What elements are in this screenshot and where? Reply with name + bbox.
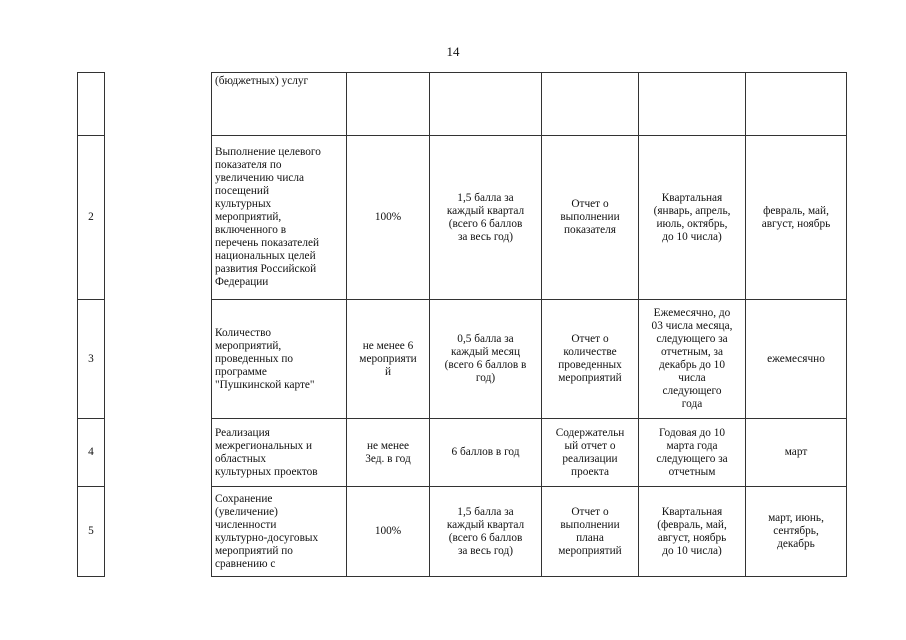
frequency-line: до 10 числа): [662, 544, 722, 557]
indicator-line: культурных: [215, 198, 272, 210]
score-cell: [430, 136, 542, 300]
indicator-cell: [212, 136, 347, 300]
target-line: не менее 6: [362, 339, 414, 352]
indicator-line: показателя по: [215, 159, 282, 171]
score-cell: [430, 419, 542, 487]
indicator-line: Количество: [215, 326, 271, 339]
report-line: проекта: [571, 465, 609, 478]
row-number-cell: 2: [78, 136, 105, 300]
report-cell: [542, 73, 639, 136]
frequency-line: 03 числа месяца,: [651, 320, 733, 332]
frequency-line: (февраль, май,: [657, 518, 727, 531]
frequency-line: август, ноябрь: [657, 531, 727, 544]
report-line: мероприятий: [558, 544, 622, 557]
frequency-cell: [639, 300, 746, 419]
indicator-line: Выполнение целевого: [215, 146, 321, 158]
report-line: количестве: [563, 346, 617, 358]
frequency-line: Квартальная: [661, 191, 723, 204]
months-cell: [746, 487, 847, 577]
frequency-line: до 10 числа): [662, 230, 722, 243]
page-number: 14: [446, 44, 460, 59]
score-line: (всего 6 баллов в: [444, 359, 527, 371]
frequency-line: Ежемесячно, до: [653, 307, 731, 319]
score-cell: [430, 487, 542, 577]
score-cell: [430, 73, 542, 136]
indicator-cell: [212, 73, 347, 136]
target-line: не менее: [366, 439, 410, 452]
target-cell: [347, 419, 430, 487]
frequency-line: декабрь до 10: [659, 359, 725, 371]
indicator-line: национальных целей: [215, 250, 316, 262]
report-line: выполнении: [560, 211, 620, 223]
frequency-line: Годовая до 10: [659, 426, 725, 439]
target-line: 100%: [374, 525, 402, 537]
indicator-line: численности: [215, 518, 277, 531]
score-line: год): [475, 372, 496, 384]
report-line: Содержательн: [555, 426, 625, 439]
indicator-line: культурно-досуговых: [215, 531, 319, 544]
indicator-line: областных: [215, 452, 267, 465]
score-line: 0,5 балла за: [457, 333, 514, 345]
frequency-line: числа: [678, 372, 706, 384]
target-cell: [347, 136, 430, 300]
target-line: мероприяти: [359, 352, 417, 365]
target-line: 3ед. в год: [365, 452, 411, 465]
indicator-line: мероприятий по: [215, 544, 293, 557]
indicator-line: посещений: [215, 185, 269, 197]
indicator-line: включенного в: [215, 224, 287, 236]
report-cell: [542, 419, 639, 487]
row-number-cell: 5: [78, 487, 105, 577]
score-line: (всего 6 баллов: [448, 531, 523, 544]
frequency-cell: [639, 136, 746, 300]
report-line: Отчет о: [571, 333, 609, 345]
frequency-line: следующего за: [656, 333, 728, 345]
score-line: каждый квартал: [446, 204, 525, 217]
indicator-line: культурных проектов: [215, 465, 318, 478]
indicator-line: (увеличение): [215, 505, 278, 518]
months-line: декабрь: [777, 538, 815, 550]
indicator-line: мероприятий,: [215, 211, 282, 223]
report-line: плана: [576, 531, 604, 544]
months-line: март: [784, 446, 808, 458]
indicator-line: программе: [215, 365, 267, 378]
target-cell: [347, 487, 430, 577]
frequency-cell: [639, 419, 746, 487]
frequency-cell: [639, 487, 746, 577]
criteria-table: [77, 72, 847, 577]
report-cell: [542, 487, 639, 577]
target-line: й: [384, 365, 392, 378]
target-cell: [347, 300, 430, 419]
indicator-line: увеличению числа: [215, 172, 305, 184]
target-line: 100%: [374, 211, 402, 223]
report-line: проведенных: [558, 359, 622, 371]
indicator-line: развития Российской: [215, 263, 317, 275]
months-cell: [746, 300, 847, 419]
score-line: 1,5 балла за: [457, 505, 514, 518]
score-line: за весь год): [457, 230, 514, 243]
indicator-line: Сохранение: [215, 492, 273, 505]
frequency-line: (январь, апрель,: [653, 204, 731, 217]
report-cell: [542, 136, 639, 300]
indicator-line: проведенных по: [215, 352, 294, 365]
months-line: сентябрь,: [773, 525, 819, 537]
frequency-line: года: [681, 398, 703, 410]
indicator-cell: [212, 300, 347, 419]
row-number-cell: [78, 73, 105, 136]
frequency-line: отчетным: [668, 465, 716, 478]
months-line: март, июнь,: [768, 512, 824, 524]
months-line: февраль, май,: [763, 204, 829, 217]
report-line: Отчет о: [571, 198, 609, 210]
months-cell: [746, 419, 847, 487]
score-cell: [430, 300, 542, 419]
indicator-line: "Пушкинской карте": [215, 378, 315, 391]
report-line: показателя: [564, 224, 616, 236]
frequency-line: июль, октябрь,: [656, 217, 728, 230]
row-number-cell: 3: [78, 300, 105, 419]
months-line: август, ноябрь: [761, 217, 831, 230]
indicator-cell: [212, 487, 347, 577]
indicator-line: Федерации: [215, 276, 269, 288]
score-line: 6 баллов в год: [451, 446, 520, 458]
frequency-line: отчетным, за: [661, 346, 723, 358]
months-cell: [746, 136, 847, 300]
blank-merged-cell: [105, 73, 212, 577]
frequency-line: следующего за: [656, 452, 728, 465]
frequency-line: марта года: [666, 439, 718, 452]
indicator-line: сравнению с: [215, 557, 276, 570]
report-line: реализации: [562, 452, 618, 465]
frequency-cell: [639, 73, 746, 136]
report-cell: [542, 300, 639, 419]
score-line: каждый месяц: [450, 346, 521, 358]
score-line: за весь год): [457, 544, 514, 557]
report-line: мероприятий: [558, 372, 622, 384]
score-line: 1,5 балла за: [457, 191, 514, 204]
indicator-line: перечень показателей: [215, 237, 320, 249]
frequency-line: следующего: [662, 385, 722, 397]
indicator-line: (бюджетных) услуг: [215, 75, 309, 87]
report-line: выполнении: [560, 518, 620, 531]
indicator-line: межрегиональных и: [215, 439, 313, 452]
score-line: (всего 6 баллов: [448, 217, 523, 230]
score-line: каждый квартал: [446, 518, 525, 531]
report-line: Отчет о: [571, 505, 609, 518]
indicator-line: Реализация: [215, 426, 270, 439]
row-number-cell: 4: [78, 419, 105, 487]
frequency-line: Квартальная: [661, 505, 723, 518]
months-cell: [746, 73, 847, 136]
table-row-carry-over: [78, 73, 847, 136]
indicator-line: мероприятий,: [215, 339, 282, 352]
indicator-cell: [212, 419, 347, 487]
target-cell: [347, 73, 430, 136]
report-line: ый отчет о: [564, 439, 616, 452]
months-line: ежемесячно: [767, 352, 825, 365]
